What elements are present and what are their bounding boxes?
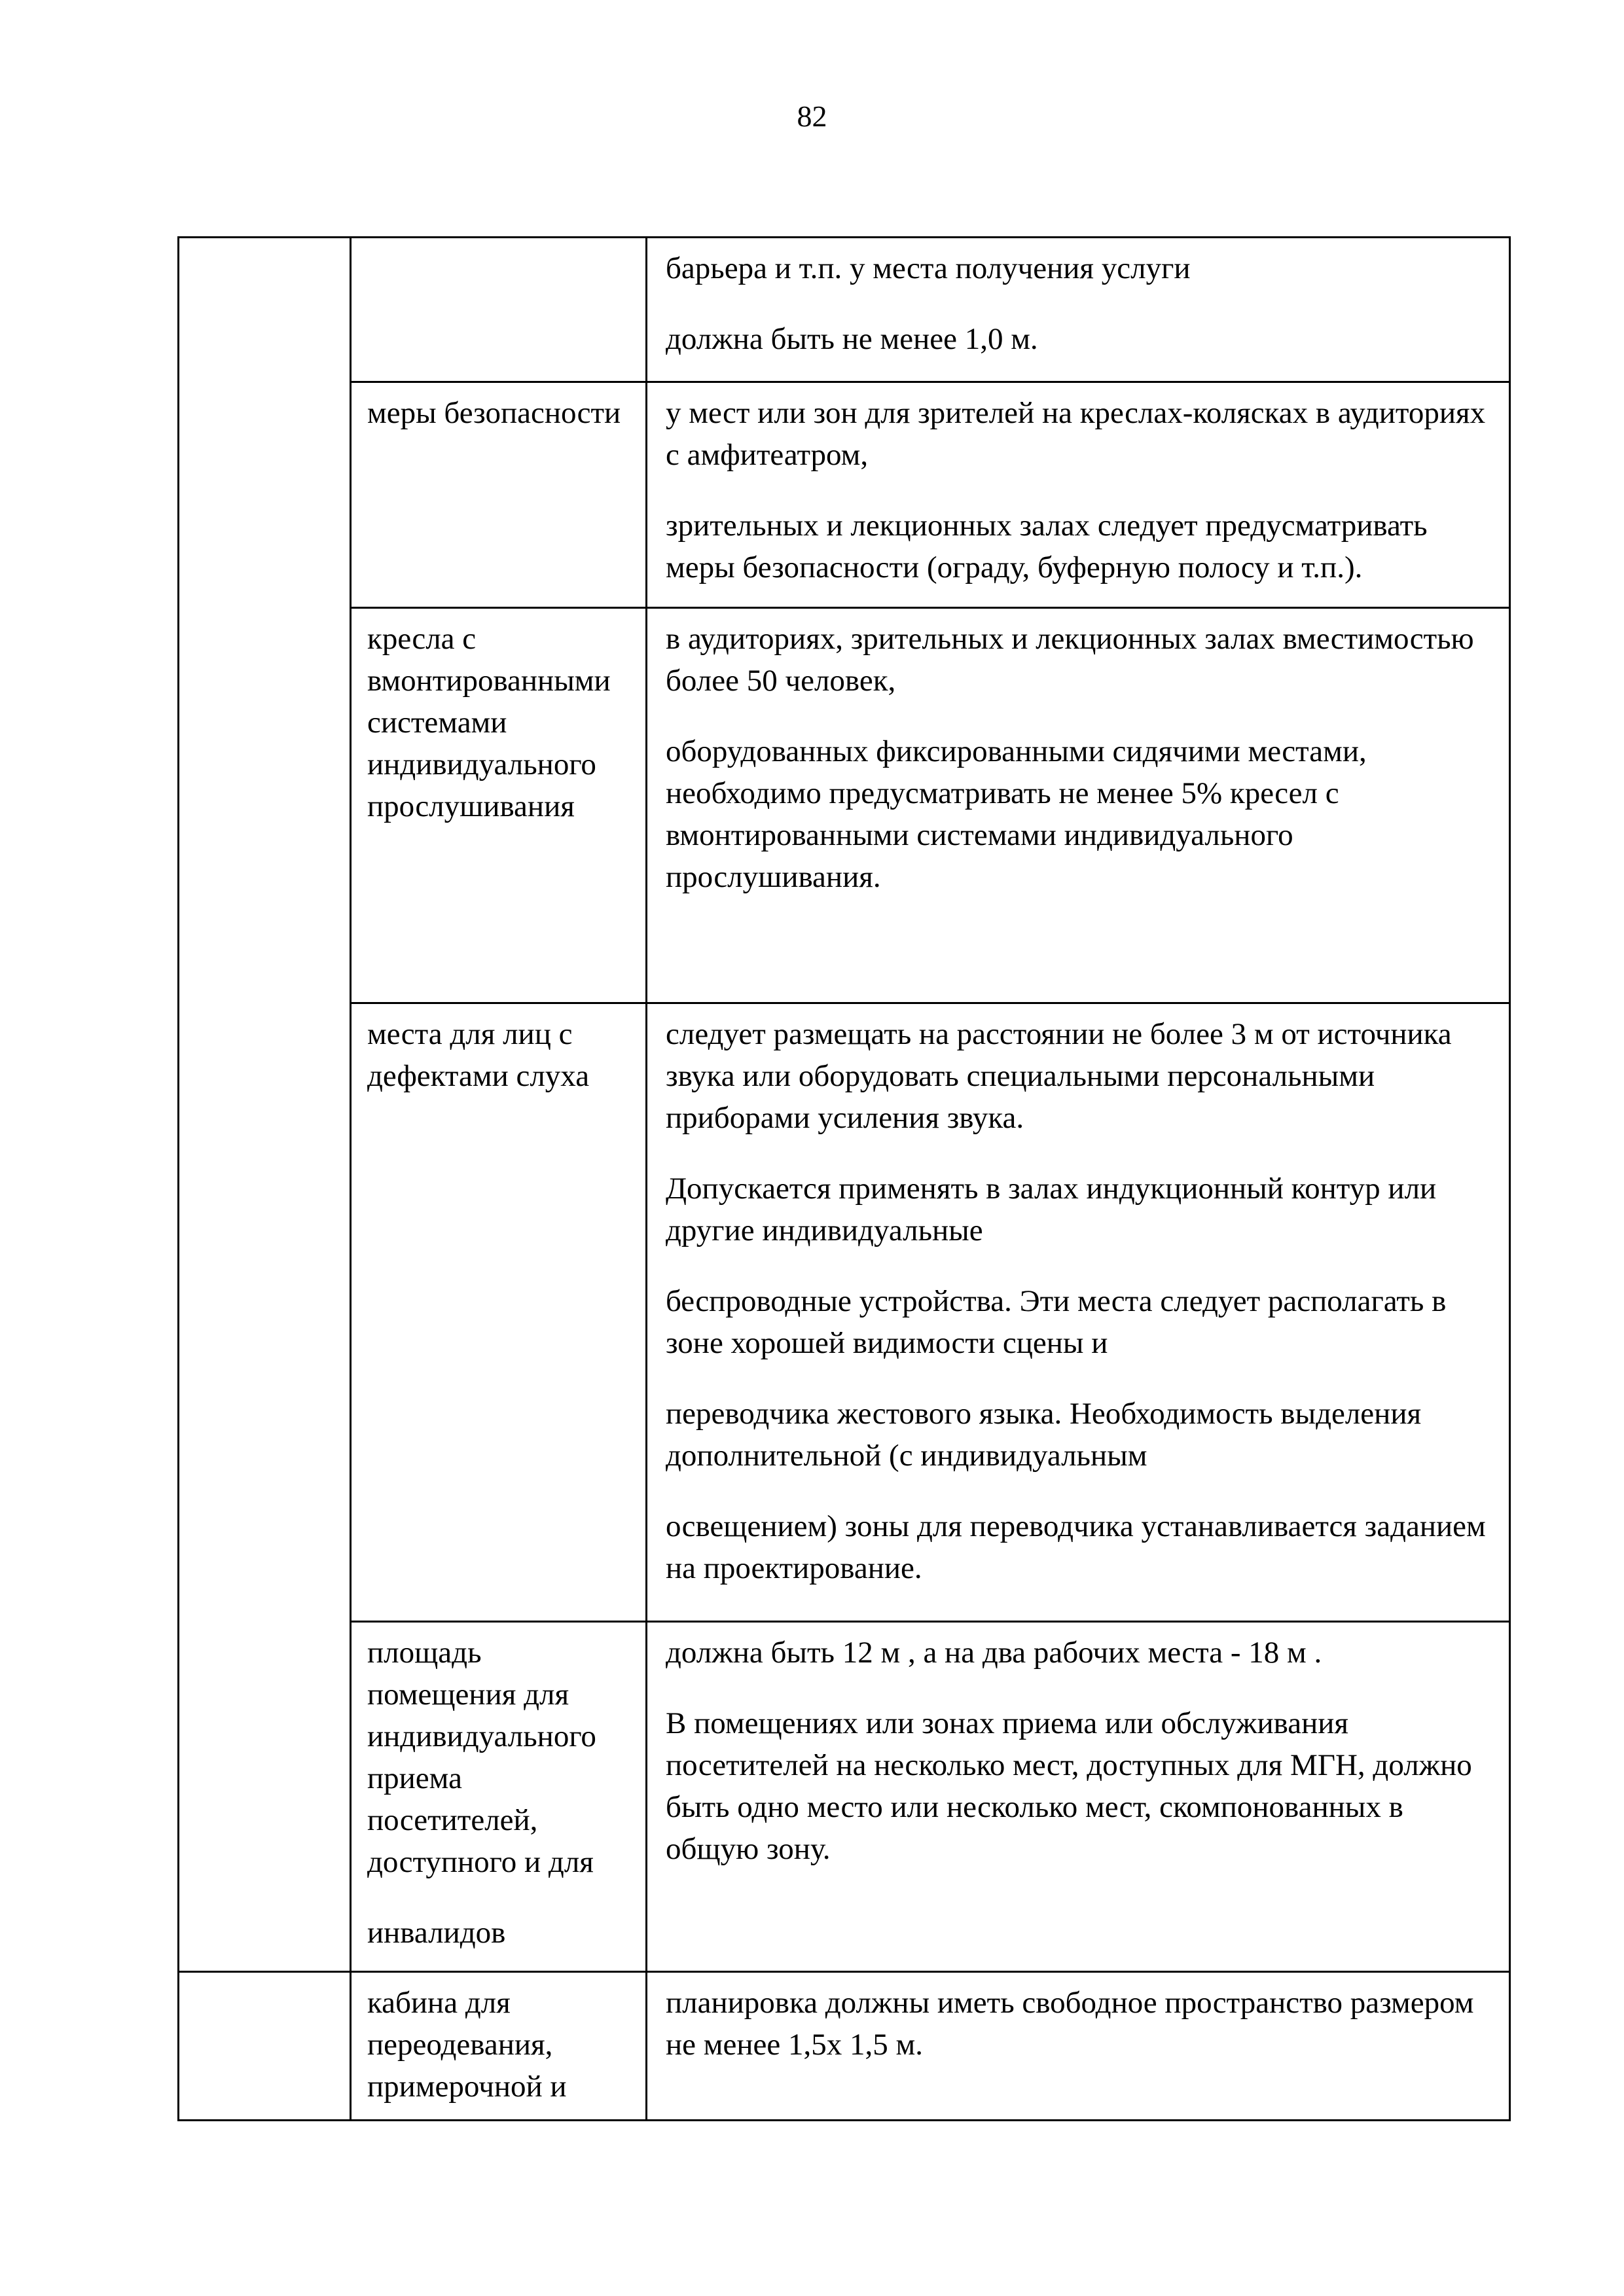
- row-label-cell: [351, 1003, 647, 1622]
- row-content-cell: [647, 1972, 1510, 2121]
- cell-paragraph: освещением) зоны для переводчика устанавливается заданием на проектирование.: [666, 1509, 1486, 1585]
- table-row: [179, 1972, 1510, 2121]
- row-content-cell: [647, 382, 1510, 608]
- cell-paragraph: Допускается применять в залах индукционный контур или другие индивидуальные: [666, 1172, 1437, 1247]
- cell-paragraph: должна быть 12 м , а на два рабочих места - 18 м .: [666, 1636, 1322, 1670]
- table-row: [179, 382, 1510, 608]
- page-number: 82: [797, 99, 827, 133]
- cell-paragraph: кабина для переодевания, примерочной и: [367, 1986, 567, 2104]
- cell-paragraph: следует размещать на расстоянии не более 3 м от источника звука или оборудовать специальными персональными приборами усиления звука.: [666, 1017, 1452, 1135]
- section-cell: [179, 238, 351, 1972]
- row-label-cell: [351, 608, 647, 1003]
- table-row: [179, 608, 1510, 1003]
- cell-paragraph: кресла с вмонтированными системами индивидуального прослушивания: [367, 622, 611, 823]
- row-label-cell: [351, 382, 647, 608]
- cell-paragraph: планировка должны иметь свободное пространство размером не менее 1,5х 1,5 м.: [666, 1986, 1474, 2062]
- cell-paragraph: должна быть не менее 1,0 м.: [666, 322, 1038, 356]
- table-row: [179, 1003, 1510, 1622]
- section-cell: [179, 1972, 351, 2121]
- cell-paragraph: В помещениях или зонах приема или обслуживания посетителей на несколько мест, доступных для МГН, должно быть одно место или несколько мест, скомпонованных в общую зону.: [666, 1706, 1472, 1866]
- cell-paragraph: места для лиц с дефектами слуха: [367, 1017, 590, 1093]
- cell-paragraph: площадь помещения для индивидуального приема посетителей, доступного и для: [367, 1636, 596, 1879]
- cell-paragraph: меры безопасности: [367, 396, 621, 430]
- row-label-cell: [351, 1972, 647, 2121]
- cell-paragraph: оборудованных фиксированными сидячими местами, необходимо предусматривать не менее 5% кресел с вмонтированными системами индивидуального прослушивания.: [666, 734, 1367, 894]
- row-label-cell: [351, 1622, 647, 1972]
- cell-paragraph: у мест или зон для зрителей на креслах-колясках в аудиториях с амфитеатром,: [666, 396, 1486, 472]
- cell-paragraph: инвалидов: [367, 1916, 506, 1950]
- cell-paragraph: барьера и т.п. у места получения услуги: [666, 251, 1191, 285]
- cell-paragraph: в аудиториях, зрительных и лекционных залах вместимостью более 50 человек,: [666, 622, 1474, 698]
- row-content-cell: [647, 238, 1510, 382]
- row-label-cell: [351, 238, 647, 382]
- cell-paragraph: зрительных и лекционных залах следует предусматривать меры безопасности (ограду, буферную полосу и т.п.).: [666, 509, 1428, 584]
- cell-paragraph: беспроводные устройства. Эти места следует располагать в зоне хорошей видимости сцены и: [666, 1284, 1447, 1360]
- requirements-table: [177, 236, 1511, 2121]
- cell-paragraph: переводчика жестового языка. Необходимость выделения дополнительной (с индивидуальным: [666, 1397, 1422, 1473]
- row-content-cell: [647, 1003, 1510, 1622]
- table-row: [179, 238, 1510, 382]
- row-content-cell: [647, 608, 1510, 1003]
- row-content-cell: [647, 1622, 1510, 1972]
- table-row: [179, 1622, 1510, 1972]
